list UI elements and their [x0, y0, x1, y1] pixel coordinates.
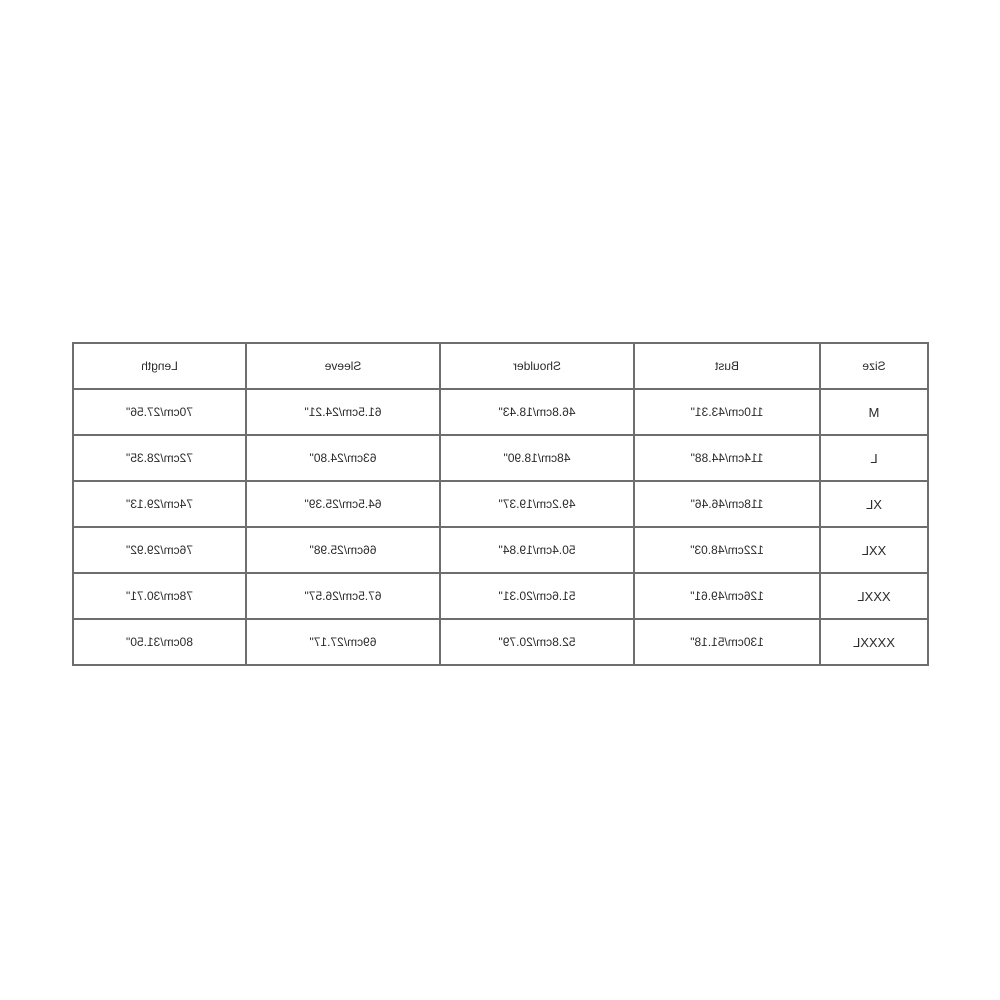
bust-cell: 110cm/43.31" [634, 389, 820, 435]
sleeve-cell: 64.5cm/25.39" [246, 481, 440, 527]
size-cell: L [820, 435, 928, 481]
header-bust: Bust [634, 343, 820, 389]
length-cell: 76cm/29.92" [73, 527, 246, 573]
size-cell: M [820, 389, 928, 435]
sleeve-cell: 69cm/27.17" [246, 619, 440, 665]
header-row [73, 343, 928, 389]
bust-cell: 118cm/46.46" [634, 481, 820, 527]
table-row [73, 573, 928, 619]
size-cell: XXXL [820, 573, 928, 619]
sleeve-cell: 63cm/24.80" [246, 435, 440, 481]
sleeve-cell: 67.5cm/26.57" [246, 573, 440, 619]
size-cell: XXL [820, 527, 928, 573]
header-sleeve: Sleeve [246, 343, 440, 389]
shoulder-cell: 48cm/18.90" [440, 435, 634, 481]
table-row [73, 389, 928, 435]
size-cell: XXXXL [820, 619, 928, 665]
table-row [73, 481, 928, 527]
length-cell: 74cm/29.13" [73, 481, 246, 527]
length-cell: 70cm/27.56" [73, 389, 246, 435]
bust-cell: 130cm/51.18" [634, 619, 820, 665]
length-cell: 80cm/31.50" [73, 619, 246, 665]
shoulder-cell: 51.6cm/20.31" [440, 573, 634, 619]
shoulder-cell: 52.8cm/20.79" [440, 619, 634, 665]
length-cell: 72cm/28.35" [73, 435, 246, 481]
shoulder-cell: 46.8cm/18.43" [440, 389, 634, 435]
table-row [73, 527, 928, 573]
sleeve-cell: 61.5cm/24.21" [246, 389, 440, 435]
header-size: Size [820, 343, 928, 389]
bust-cell: 126cm/49.61" [634, 573, 820, 619]
size-cell: XL [820, 481, 928, 527]
bust-cell: 114cm/44.88" [634, 435, 820, 481]
header-length: Length [73, 343, 246, 389]
bust-cell: 122cm/48.03" [634, 527, 820, 573]
table-row [73, 435, 928, 481]
shoulder-cell: 49.2cm/19.37" [440, 481, 634, 527]
shoulder-cell: 50.4cm/19.84" [440, 527, 634, 573]
length-cell: 78cm/30.71" [73, 573, 246, 619]
table-row [73, 619, 928, 665]
header-shoulder: Shoulder [440, 343, 634, 389]
sleeve-cell: 66cm/25.98" [246, 527, 440, 573]
size-chart-table [72, 342, 929, 666]
